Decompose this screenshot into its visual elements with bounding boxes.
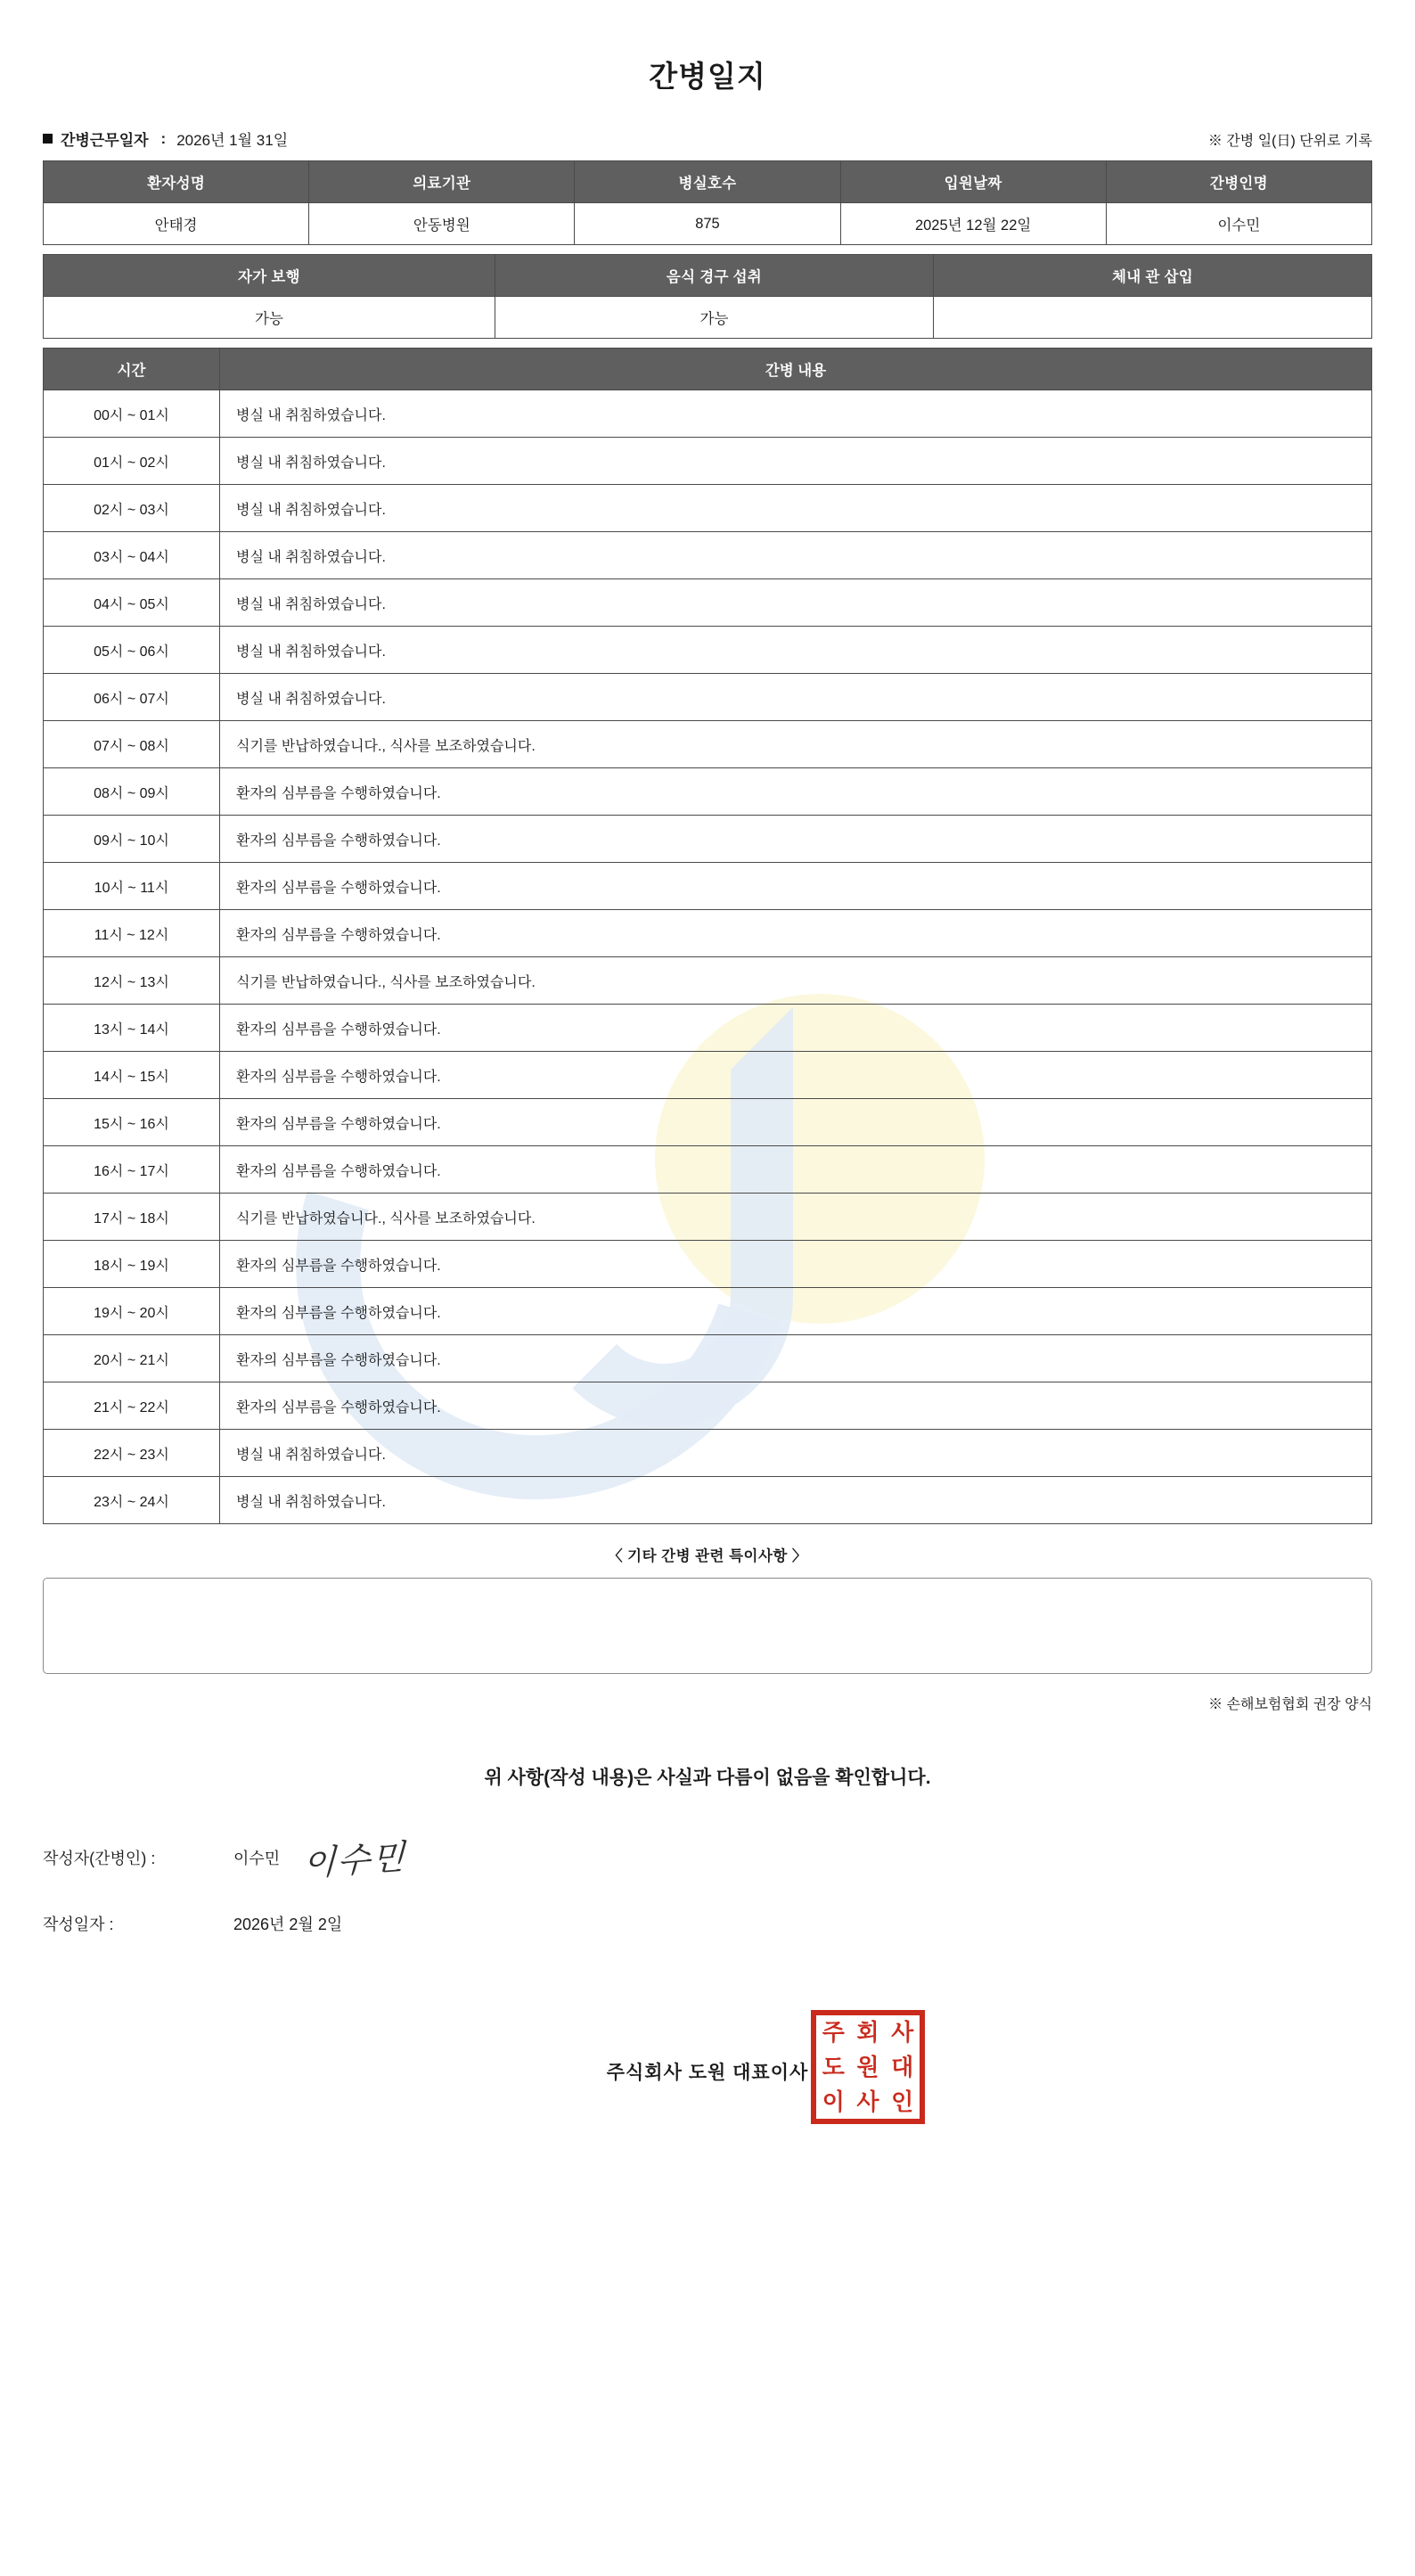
author-value: 이수민 [233,1849,281,1867]
cell-care-content: 병실 내 취침하였습니다. [220,1430,1372,1477]
column-header-admission-date: 입원날짜 [840,161,1106,203]
condition-table [43,254,1372,339]
column-header-room-number: 병실호수 [575,161,840,203]
write-date-value: 2026년 2월 2일 [233,1916,343,1933]
stamp-char: 인 [891,2088,914,2115]
table-row [44,816,1372,863]
table-row [44,1430,1372,1477]
cell-care-content: 환자의 심부름을 수행하였습니다. [220,1241,1372,1288]
page-title: 간병일지 [649,60,766,93]
table-row [44,1288,1372,1335]
handwritten-signature: 이수민 [302,1836,407,1884]
table-row [44,1099,1372,1146]
author-label: 작성자(간병인) : [43,1849,156,1867]
stamp-char: 도 [822,2053,845,2080]
cell-time: 13시 ~ 14시 [44,1005,220,1052]
table-row [44,674,1372,721]
column-header-patient-name: 환자성명 [44,161,309,203]
special-notes-input[interactable] [43,1578,1372,1674]
cell-time: 17시 ~ 18시 [44,1194,220,1241]
special-notes-title: 〈 기타 간병 관련 특이사항 〉 [608,1548,807,1564]
cell-care-content: 환자의 심부름을 수행하였습니다. [220,816,1372,863]
cell-care-content: 병실 내 취침하였습니다. [220,485,1372,532]
write-date-label: 작성일자 : [43,1916,114,1933]
stamp-char: 대 [891,2053,914,2080]
cell-time: 11시 ~ 12시 [44,910,220,957]
cell-time: 09시 ~ 10시 [44,816,220,863]
cell-time: 08시 ~ 09시 [44,768,220,816]
work-date-label: 간병근무일자 [61,132,149,149]
cell-time: 00시 ~ 01시 [44,390,220,438]
value-caregiver-name: 이수민 [1106,203,1371,245]
table-header-row [44,349,1372,390]
cell-time: 04시 ~ 05시 [44,579,220,627]
cell-time: 12시 ~ 13시 [44,957,220,1005]
cell-care-content: 환자의 심부름을 수행하였습니다. [220,1382,1372,1430]
patient-info-table [43,160,1372,245]
stamp-char: 주 [822,2019,845,2047]
stamp-char: 사 [856,2088,879,2115]
stamp-char: 사 [891,2019,914,2047]
table-row [44,297,1372,339]
table-row [44,721,1372,768]
table-header-row [44,161,1372,203]
work-date-separator: : [160,129,167,147]
author-row [43,1833,1372,1882]
value-tube-insertion [933,297,1371,339]
cell-care-content: 병실 내 취침하였습니다. [220,627,1372,674]
table-row [44,910,1372,957]
column-header-self-walking: 자가 보행 [44,255,495,297]
value-patient-name: 안태경 [44,203,309,245]
cell-time: 15시 ~ 16시 [44,1099,220,1146]
square-bullet-icon [43,134,53,144]
table-row [44,1241,1372,1288]
table-row [44,627,1372,674]
stamp-char: 이 [822,2088,845,2115]
table-row [44,1477,1372,1524]
table-header-row [44,255,1372,297]
table-row [44,1335,1372,1382]
cell-time: 01시 ~ 02시 [44,438,220,485]
cell-care-content: 환자의 심부름을 수행하였습니다. [220,1005,1372,1052]
table-row [44,768,1372,816]
cell-care-content: 환자의 심부름을 수행하였습니다. [220,1288,1372,1335]
table-row [44,1382,1372,1430]
cell-care-content: 병실 내 취침하였습니다. [220,390,1372,438]
table-row [44,957,1372,1005]
value-admission-date: 2025년 12월 22일 [840,203,1106,245]
confirmation-statement: 위 사항(작성 내용)은 사실과 다름이 없음을 확인합니다. [484,1768,931,1788]
stamp-char: 회 [856,2019,879,2047]
cell-time: 05시 ~ 06시 [44,627,220,674]
column-header-hospital: 의료기관 [309,161,575,203]
cell-care-content: 병실 내 취침하였습니다. [220,438,1372,485]
cell-care-content: 환자의 심부름을 수행하였습니다. [220,863,1372,910]
cell-time: 06시 ~ 07시 [44,674,220,721]
cell-care-content: 식기를 반납하였습니다., 식사를 보조하였습니다. [220,1194,1372,1241]
cell-time: 21시 ~ 22시 [44,1382,220,1430]
write-date-row [43,1912,1372,1935]
cell-care-content: 식기를 반납하였습니다., 식사를 보조하였습니다. [220,957,1372,1005]
cell-care-content: 환자의 심부름을 수행하였습니다. [220,1099,1372,1146]
cell-time: 14시 ~ 15시 [44,1052,220,1099]
cell-care-content: 병실 내 취침하였습니다. [220,674,1372,721]
cell-care-content: 환자의 심부름을 수행하였습니다. [220,1335,1372,1382]
hourly-log-table [43,348,1372,1524]
table-row [44,438,1372,485]
cell-time: 23시 ~ 24시 [44,1477,220,1524]
table-row [44,579,1372,627]
table-row [44,485,1372,532]
cell-time: 16시 ~ 17시 [44,1146,220,1194]
table-row [44,1194,1372,1241]
cell-care-content: 병실 내 취침하였습니다. [220,532,1372,579]
column-header-time: 시간 [44,349,220,390]
column-header-care-content: 간병 내용 [220,349,1372,390]
table-row [44,532,1372,579]
cell-care-content: 환자의 심부름을 수행하였습니다. [220,1146,1372,1194]
value-oral-intake: 가능 [495,297,933,339]
cell-time: 02시 ~ 03시 [44,485,220,532]
table-row [44,203,1372,245]
cell-care-content: 환자의 심부름을 수행하였습니다. [220,1052,1372,1099]
cell-time: 18시 ~ 19시 [44,1241,220,1288]
column-header-caregiver-name: 간병인명 [1106,161,1371,203]
cell-time: 20시 ~ 21시 [44,1335,220,1382]
table-row [44,863,1372,910]
table-row [44,1052,1372,1099]
table-row [44,1146,1372,1194]
column-header-oral-intake: 음식 경구 섭취 [495,255,933,297]
cell-care-content: 식기를 반납하였습니다., 식사를 보조하였습니다. [220,721,1372,768]
association-note: ※ 손해보험협회 권장 양식 [1208,1697,1372,1712]
company-seal-stamp-icon [811,2010,925,2124]
cell-care-content: 환자의 심부름을 수행하였습니다. [220,910,1372,957]
value-self-walking: 가능 [44,297,495,339]
cell-time: 10시 ~ 11시 [44,863,220,910]
cell-time: 03시 ~ 04시 [44,532,220,579]
unit-note: ※ 간병 일(日) 단위로 기록 [1207,134,1372,149]
cell-time: 22시 ~ 23시 [44,1430,220,1477]
work-date-value: 2026년 1월 31일 [176,132,289,149]
stamp-char: 원 [856,2053,879,2080]
company-row [43,2005,1372,2138]
column-header-tube-insertion: 체내 관 삽입 [933,255,1371,297]
cell-care-content: 병실 내 취침하였습니다. [220,1477,1372,1524]
value-room-number: 875 [575,203,840,245]
cell-time: 19시 ~ 20시 [44,1288,220,1335]
cell-care-content: 환자의 심부름을 수행하였습니다. [220,768,1372,816]
table-row [44,390,1372,438]
company-name: 주식회사 도원 대표이사 [606,2063,809,2083]
table-row [44,1005,1372,1052]
cell-time: 07시 ~ 08시 [44,721,220,768]
value-hospital: 안동병원 [309,203,575,245]
work-date-group [43,127,288,150]
cell-care-content: 병실 내 취침하였습니다. [220,579,1372,627]
meta-row [43,127,1372,150]
signature-block [43,1833,1372,1935]
